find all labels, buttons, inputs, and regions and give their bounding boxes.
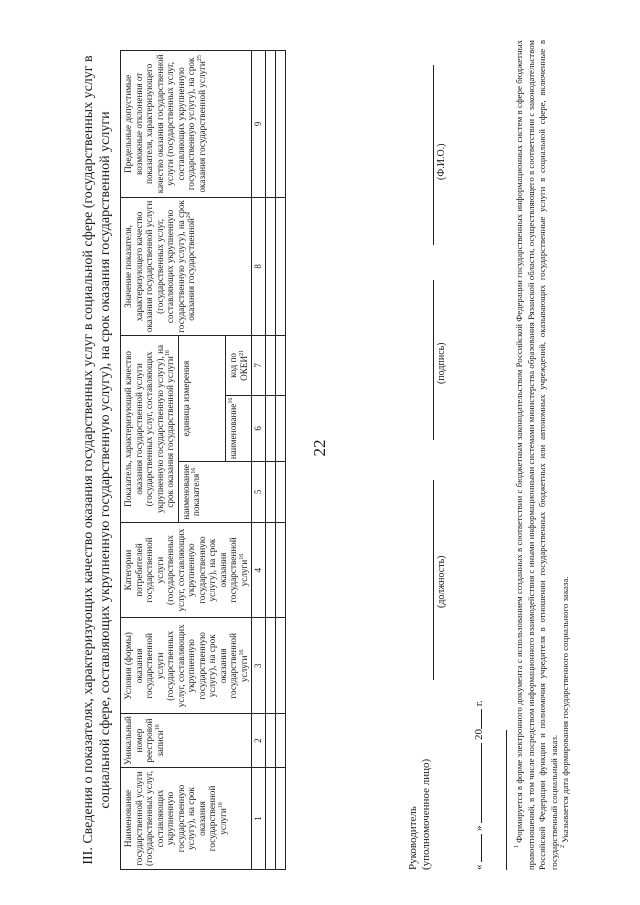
section-heading: III. Сведения о показателях, характеризующих качество оказания государственных услуг в социальной сфере (государственных услуг в социальной сфере, составляющих укрупненную государственную услугу), на срок оказания государственной услуги	[81, 55, 113, 865]
header-unit-name: наименование$^{16}$	[226, 395, 252, 462]
footnote-separator	[506, 730, 507, 870]
name-caption: (Ф.И.О.)	[436, 143, 447, 180]
column-number: 9	[252, 51, 266, 198]
column-number: 6	[252, 395, 266, 462]
header-allowed-deviation: Предельные допустимые возможные отклонения от показателя, характеризующего качество оказания государственной услуги (государственных услуг, составляющих укрупненную государственную услугу), на срок оказания государственной услуги$^{25}$	[121, 51, 252, 198]
name-line	[433, 65, 434, 245]
empty-table-row	[265, 51, 275, 870]
header-indicator-group: Показатель, характеризующий качество оказания государственной услуги (государственных услуг, составляющих укрупненную государственную услугу), на срок оказания государственной услуги$^{16}$	[121, 336, 179, 523]
page-number: 22	[310, 439, 329, 457]
header-conditions: Условия (формы) оказания государственной услуги (государственных услуг, составляющих укрупненную государственную услугу), на срок оказания государственной услуги$^{16}$	[121, 618, 252, 714]
empty-table-row	[275, 51, 285, 870]
column-number-row	[252, 51, 266, 870]
position-line	[433, 480, 434, 680]
footnote-2: $^2$ Указывается дата формирования государственного социального заказа.	[560, 576, 570, 848]
column-number: 4	[252, 522, 266, 618]
footnote-1: $^1$ Формируется в форме электронного документа с использованием созданных в соответствии с бюджетным законодательством Российской Федерации государственных информационных систем в сфере бюджетных правоотношений, в том числе посредством информационного взаимодействия с иными информационными системами министерства образования Рязанской области, осуществляющего в соответствии с законодательством Российской Федерации функции и полномочия учредителя в отношении государственных бюджетных или автономных учреждений, оказывающих государственные услуги в социальной сфере, включенные в государственный социальный заказ.	[514, 40, 559, 870]
column-number: 7	[252, 336, 266, 395]
position-caption: (должность)	[436, 555, 447, 608]
column-number: 8	[252, 197, 266, 336]
signature-block	[407, 50, 527, 870]
header-consumer-categories: Категории потребителей государственной услуги (государственных услуг, составляющих укрупненную государственную услугу), на срок оказания государственной услуги$^{16}$	[121, 522, 252, 618]
date-field: « » 20 г.	[473, 700, 485, 870]
header-registry-number: Уникальный номер реестровой записи$^{16}$	[121, 714, 252, 768]
signature-line	[433, 280, 434, 440]
column-number: 1	[252, 767, 266, 869]
column-number: 2	[252, 714, 266, 768]
signature-caption: (подпись)	[436, 342, 447, 384]
header-okei-code: код по ОКЕИ$^{21}$	[226, 336, 252, 395]
header-unit-group: единица измерения	[178, 336, 226, 462]
column-number: 3	[252, 618, 266, 714]
quality-indicators-table	[120, 50, 286, 870]
header-service-name: Наименование государственной услуги (государственных услуг, составляющих укрупненную государственную услугу), на срок оказания государственной услуги$^{16}$	[121, 767, 252, 869]
rotated-page-content	[80, 30, 640, 890]
header-indicator-value: Значение показателя, характеризующего качество оказания государственной услуги (государственных услуг, составляющих укрупненную государственную услугу), на срок оказания государственной$^{24}$	[121, 197, 252, 336]
column-number: 5	[252, 462, 266, 523]
header-indicator-name: наименование показателя$^{16}$	[178, 462, 252, 523]
footnotes	[514, 40, 572, 870]
signatory-role: Руководитель (уполномоченное лицо)	[407, 758, 432, 870]
